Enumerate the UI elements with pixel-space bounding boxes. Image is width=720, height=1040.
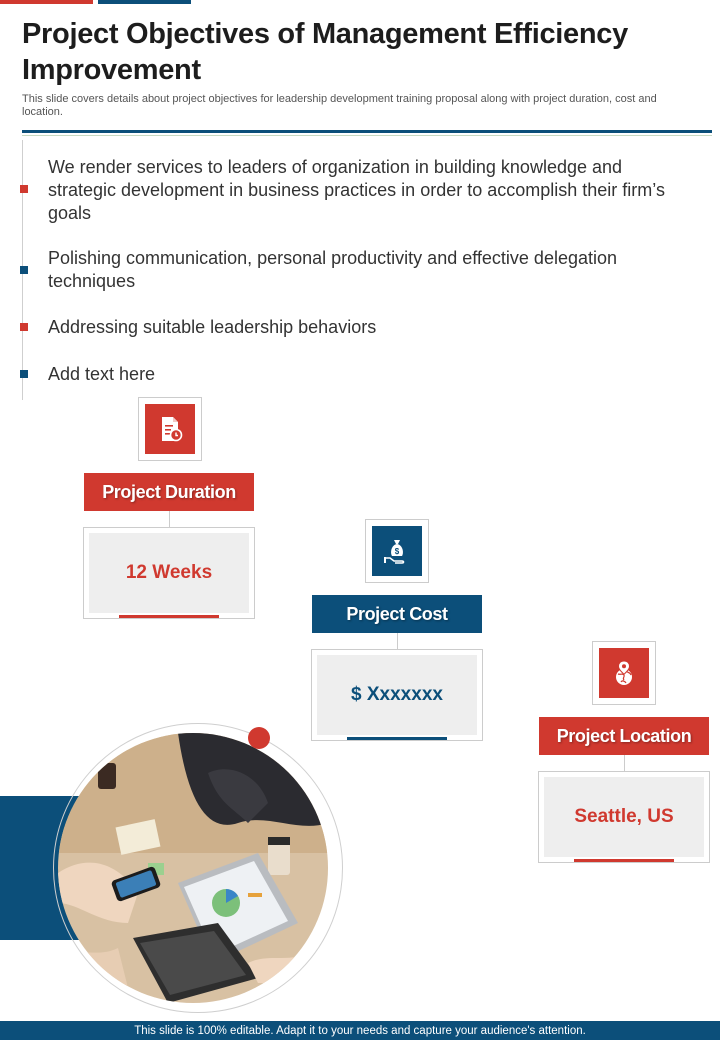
svg-text:$: $ bbox=[394, 547, 400, 556]
header-divider-thin bbox=[22, 135, 712, 136]
location-value: Seattle, US bbox=[544, 777, 704, 857]
photo-accent-dot bbox=[248, 727, 270, 749]
team-meeting-photo bbox=[58, 733, 328, 1003]
bullet-marker bbox=[20, 370, 28, 378]
duration-connector bbox=[169, 511, 170, 527]
cost-underline bbox=[347, 737, 447, 740]
team-meeting-illustration bbox=[58, 733, 328, 1003]
header-divider bbox=[22, 130, 712, 133]
duration-value: 12 Weeks bbox=[89, 533, 249, 613]
page-subtitle: This slide covers details about project objectives for leadership development training proposal along with project duration, cost and location. bbox=[22, 93, 657, 118]
location-icon-box bbox=[592, 641, 656, 705]
bullet-marker bbox=[20, 185, 28, 193]
top-accent-red bbox=[0, 0, 93, 4]
location-connector bbox=[624, 755, 625, 771]
document-clock-icon bbox=[155, 414, 185, 444]
cost-label: Project Cost bbox=[312, 595, 482, 633]
bullet-marker bbox=[20, 266, 28, 274]
location-label: Project Location bbox=[539, 717, 709, 755]
footer-banner bbox=[0, 1021, 720, 1040]
cost-value-box bbox=[311, 649, 483, 741]
footer-text: This slide is 100% editable. Adapt it to your needs and capture your audience's attention. bbox=[134, 1024, 586, 1037]
location-value-box bbox=[538, 771, 710, 863]
bullet-marker bbox=[20, 323, 28, 331]
objective-item: Polishing communication, personal productivity and effective delegation techniques bbox=[48, 248, 618, 291]
objective-item: Add text here bbox=[48, 364, 156, 384]
page-title: Project Objectives of Management Efficiency Improvement bbox=[22, 18, 628, 86]
duration-icon-box bbox=[138, 397, 202, 461]
duration-value-box bbox=[83, 527, 255, 619]
duration-underline bbox=[119, 615, 219, 618]
location-underline bbox=[574, 859, 674, 862]
money-bag-hand-icon bbox=[382, 536, 412, 566]
top-accent-blue bbox=[98, 0, 191, 4]
duration-label: Project Duration bbox=[84, 473, 254, 511]
cost-connector bbox=[397, 633, 398, 649]
location-globe-icon bbox=[609, 658, 639, 688]
objective-item: We render services to leaders of organization in building knowledge and strategic development in business practices in order to accomplish their firm’s goals bbox=[48, 157, 665, 223]
cost-icon-box bbox=[365, 519, 429, 583]
objective-item: Addressing suitable leadership behaviors bbox=[48, 317, 377, 337]
cost-value: $ Xxxxxxx bbox=[317, 655, 477, 735]
